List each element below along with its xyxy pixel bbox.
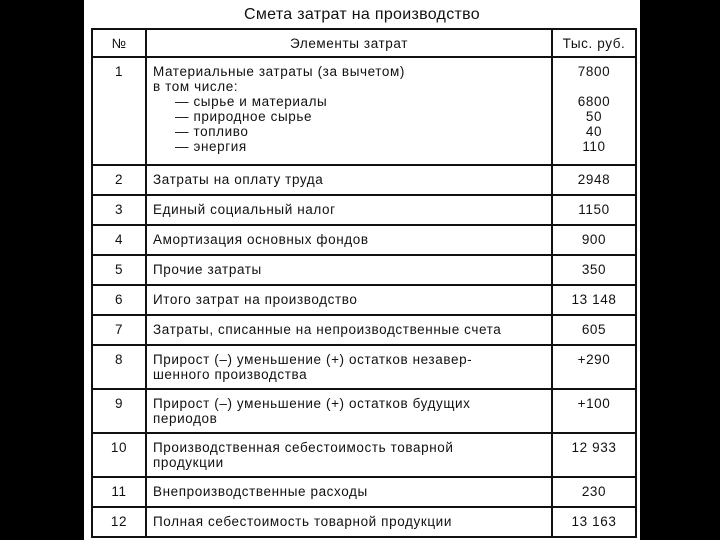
row-value: 2948 [552, 165, 636, 195]
row-value: 1150 [552, 195, 636, 225]
table-row [92, 345, 636, 389]
table-row [92, 195, 636, 225]
table-row [92, 315, 636, 345]
table-row [92, 507, 636, 537]
row-name: Амортизация основных фондов [146, 225, 552, 255]
row-name: Прирост (–) уменьшение (+) остатков незавер- [153, 352, 473, 367]
row-num: 10 [92, 433, 146, 477]
row-name-cell [146, 57, 552, 165]
row-value: 7800 [577, 64, 611, 79]
row-name-continued: периодов [153, 411, 218, 426]
row-value: 900 [552, 225, 636, 255]
header-value: Тыс. руб. [552, 29, 636, 57]
row-name-continued: продукции [153, 455, 224, 470]
row-name: Производственная себестоимость товарной [153, 440, 454, 455]
header-name: Элементы затрат [146, 29, 552, 57]
row-num: 2 [92, 165, 146, 195]
row-subheader: в том числе: [153, 79, 239, 94]
row-name: Прирост (–) уменьшение (+) остатков будущих [153, 396, 471, 411]
table-row [92, 225, 636, 255]
row-num: 7 [92, 315, 146, 345]
row-num: 5 [92, 255, 146, 285]
subitem-value: 6800 [577, 94, 611, 109]
row-name: Затраты на оплату труда [146, 165, 552, 195]
subitem-name: — энергия [175, 139, 247, 154]
subitem-value: 40 [585, 124, 603, 139]
table-header-row [92, 29, 636, 57]
row-value-cell [552, 57, 636, 165]
subitem-value: 110 [582, 139, 606, 154]
row-name-cell [146, 345, 552, 389]
subitem-name: — природное сырье [175, 109, 313, 124]
row-name: Итого затрат на производство [146, 285, 552, 315]
row-name: Полная себестоимость товарной продукции [146, 507, 552, 537]
document-title: Смета затрат на производство [244, 6, 480, 23]
row-value: 13 148 [552, 285, 636, 315]
row-num: 9 [92, 389, 146, 433]
table-row [92, 433, 636, 477]
table-row [92, 477, 636, 507]
table-row [92, 165, 636, 195]
document-page [84, 0, 640, 540]
row-name: Единый социальный налог [146, 195, 552, 225]
table-row [92, 389, 636, 433]
row-name: Внепроизводственные расходы [146, 477, 552, 507]
row-value: 12 933 [552, 433, 636, 477]
row-value: +100 [552, 389, 636, 433]
row-name-cell [146, 389, 552, 433]
row-value: 605 [552, 315, 636, 345]
row-name-continued: шенного производства [153, 367, 308, 382]
row-value: 350 [552, 255, 636, 285]
row-name-cell [146, 433, 552, 477]
row-num: 3 [92, 195, 146, 225]
row-value: 230 [552, 477, 636, 507]
cost-estimate-table [91, 28, 637, 538]
row-name: Материальные затраты (за вычетом) [153, 64, 406, 79]
row-num: 1 [92, 57, 146, 165]
row-num: 6 [92, 285, 146, 315]
table-row [92, 255, 636, 285]
table-row [92, 57, 636, 165]
row-num: 8 [92, 345, 146, 389]
subitem-value: 50 [585, 109, 603, 124]
subitem-name: — топливо [175, 124, 249, 139]
row-num: 12 [92, 507, 146, 537]
row-value: +290 [552, 345, 636, 389]
row-num: 11 [92, 477, 146, 507]
table-row [92, 285, 636, 315]
row-name: Затраты, списанные на непроизводственные счета [146, 315, 552, 345]
row-num: 4 [92, 225, 146, 255]
row-name: Прочие затраты [146, 255, 552, 285]
header-num: № [92, 29, 146, 57]
row-value: 13 163 [552, 507, 636, 537]
subitem-name: — сырье и материалы [175, 94, 328, 109]
